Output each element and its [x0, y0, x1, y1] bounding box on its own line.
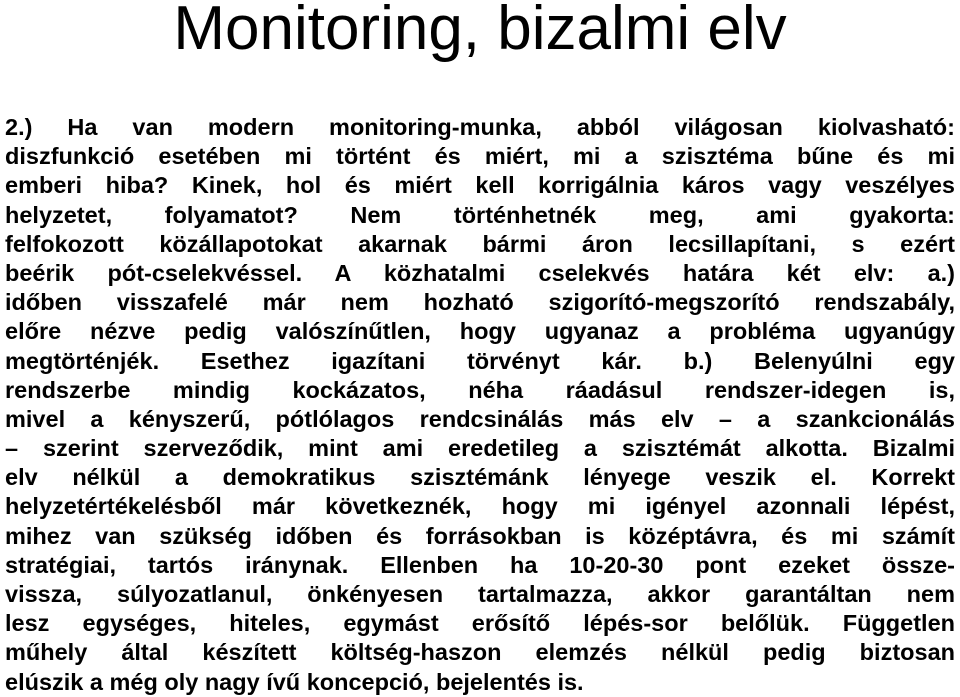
slide-title: Monitoring, bizalmi elv — [173, 0, 787, 63]
body-line: emberi hiba? Kinek, hol és miért kell korrigálnia káros vagy veszélyes — [5, 172, 955, 199]
body-line: mihez van szükség időben és forrásokban is középtávra, és mi számít — [5, 522, 955, 549]
body-line: műhely által készített költség-haszon elemzés nélkül pedig biztosan — [5, 639, 955, 666]
body-line: helyzetet, folyamatot? Nem történhetnék meg, ami gyakorta: — [5, 201, 955, 228]
body-line: – szerint szerveződik, mint ami eredetileg a szisztémát alkotta. Bizalmi — [5, 435, 955, 462]
body-line: előre nézve pedig valószínűtlen, hogy ugyanaz a probléma ugyanúgy — [5, 318, 955, 345]
body-line: elúszik a még oly nagy ívű koncepció, bejelentés is. — [5, 668, 584, 695]
body-line: vissza, súlyozatlanul, önkényesen tartalmazza, akkor garantáltan nem — [5, 581, 955, 607]
body-line: beérik pót-cselekvéssel. A közhatalmi cselekvés határa két elv: a.) — [5, 259, 955, 286]
body-line: mivel a kényszerű, pótlólagos rendcsinálás más elv – a szankcionálás — [5, 405, 955, 432]
body-line: megtörténjék. Esethez igazítani törvényt kár. b.) Belenyúlni egy — [5, 347, 955, 374]
body-line: rendszerbe mindig kockázatos, néha ráadásul rendszer-idegen is, — [5, 376, 955, 403]
body-line: lesz egységes, hiteles, egymást erősítő lépés-sor belőlük. Független — [5, 610, 955, 637]
body-line: helyzetértékelésből már következnék, hogy mi igényel azonnali lépést, — [5, 493, 955, 520]
body-line: felfokozott közállapotokat akarnak bármi áron lecsillapítani, s ezért — [5, 230, 955, 257]
body-line: időben visszafelé már nem hozható szigorító-megszorító rendszabály, — [5, 289, 955, 316]
body-line: diszfunkció esetében mi történt és miért, mi a szisztéma bűne és mi — [5, 143, 955, 170]
body-line: stratégiai, tartós iránynak. Ellenben ha 10-20-30 pont ezeket össze- — [5, 551, 955, 578]
body-line: elv nélkül a demokratikus szisztémánk lényege veszik el. Korrekt — [5, 464, 955, 491]
body-line: 2.) Ha van modern monitoring-munka, abból világosan kiolvasható: — [5, 114, 955, 140]
slide-body-text — [5, 113, 955, 697]
